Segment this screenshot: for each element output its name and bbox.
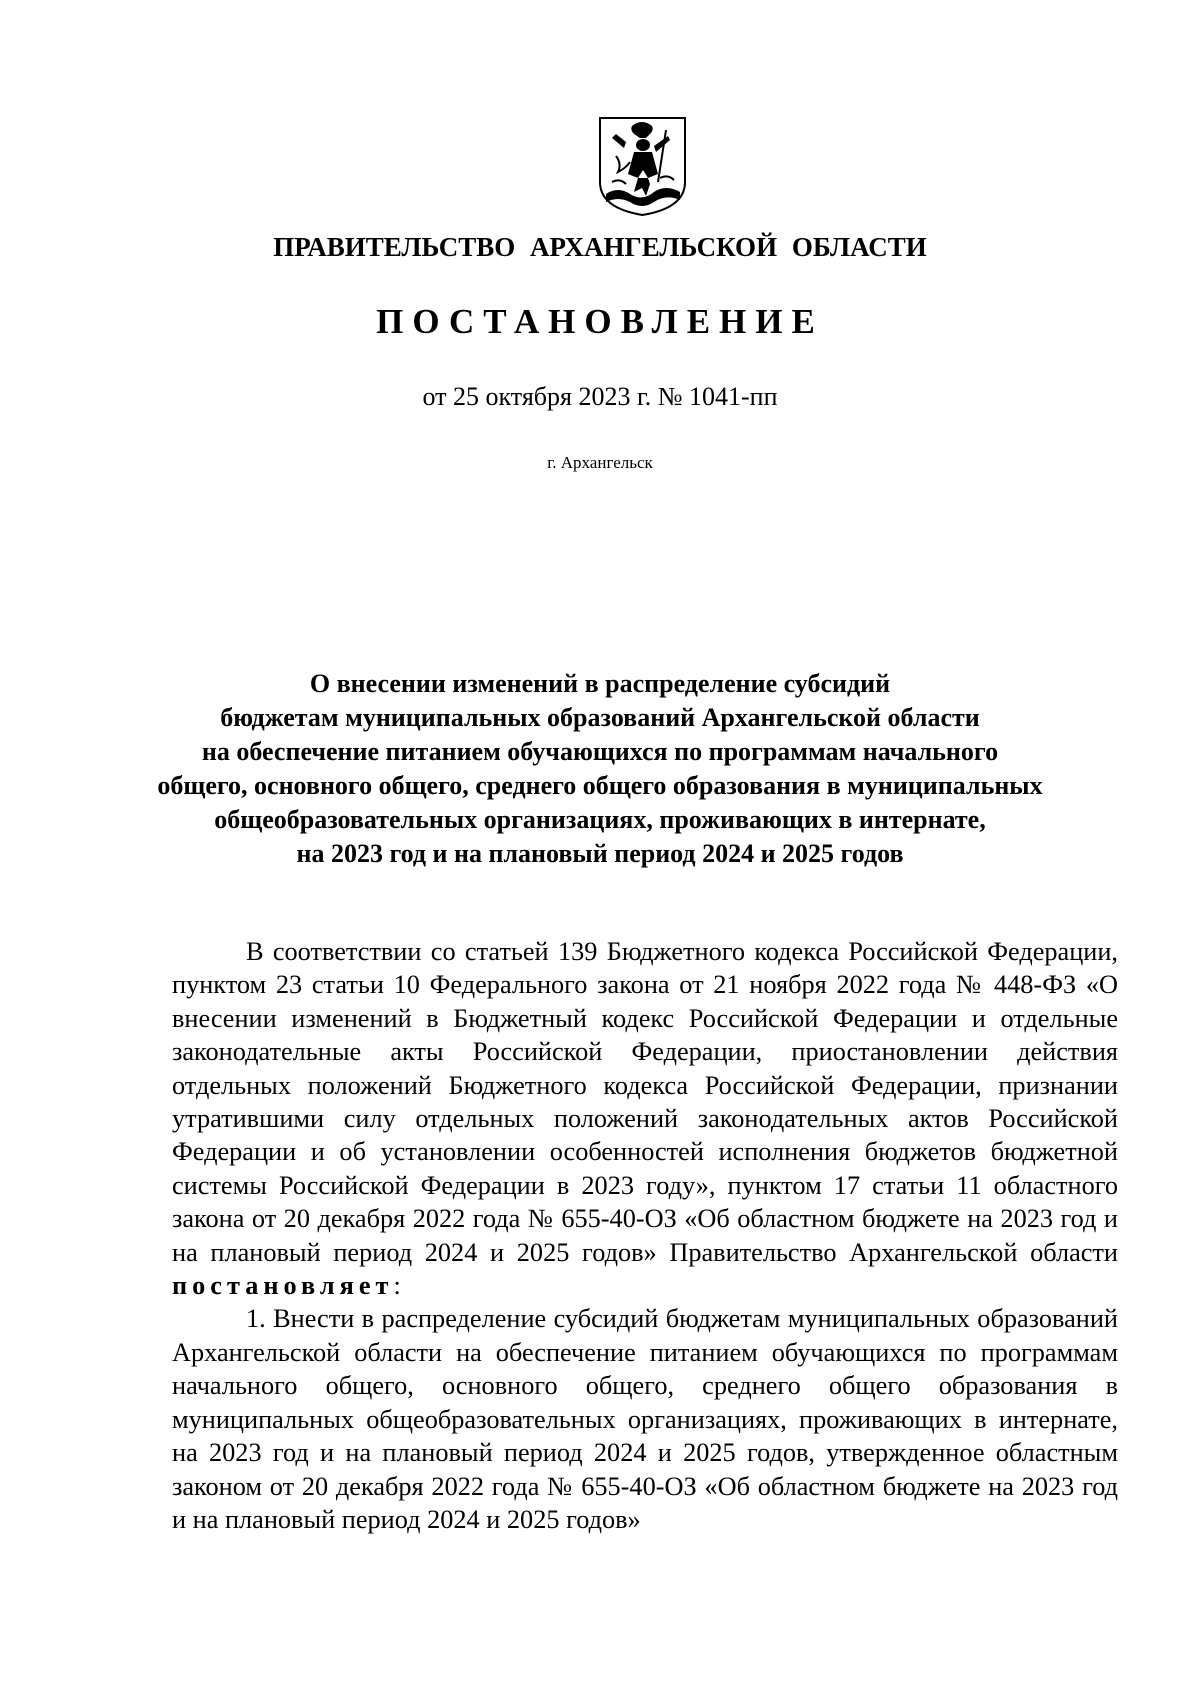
subject-line: на обеспечение питанием обучающихся по программам начального [201, 737, 999, 766]
subject-line: на 2023 год и на плановый период 2024 и 2025 годов [296, 839, 904, 868]
subject-line: бюджетам муниципальных образований Архангельской области [220, 703, 980, 732]
preamble-end: : [393, 1271, 401, 1301]
organization-title: ПРАВИТЕЛЬСТВО АРХАНГЕЛЬСКОЙ ОБЛАСТИ [273, 232, 927, 262]
subject-line: общеобразовательных организациях, проживающих в интернате, [214, 805, 986, 834]
document-body [172, 935, 1118, 1536]
document-date-number: от 25 октября 2023 г. № 1041-пп [422, 382, 778, 411]
clause-paragraph: 1. Внести в распределение субсидий бюджетам муниципальных образований Архангельской области на обеспечение питанием обучающихся по программам начального общего, основного общего, среднего общего образования в муниципальных общеобразовательных организациях, проживающих в интернате, на 2023 год и на плановый период 2024 и 2025 годов, утвержденное областным законом от 20 декабря 2022 года № 655-40-ОЗ «Об областном бюджете на 2023 год и на плановый период 2024 и 2025 годов» [172, 1304, 1118, 1534]
subject-line: общего, основного общего, среднего общего образования в муниципальных [157, 771, 1043, 800]
document-city: г. Архангельск [547, 453, 653, 472]
coat-of-arms-icon [596, 112, 689, 218]
document-subject [150, 667, 1050, 871]
subject-line: О внесении изменений в распределение субсидий [309, 669, 891, 698]
preamble-paragraph [172, 935, 1118, 1302]
decree-word: постановляет [172, 1271, 394, 1301]
document-type-heading: ПОСТАНОВЛЕНИЕ [376, 302, 824, 341]
preamble-text: В соответствии со статьей 139 Бюджетного кодекса Российской Федерации, пунктом 23 статьи 10 Федерального закона от 21 ноября 2022 года № 448-ФЗ «О внесении изменений в Бюджетный кодекс Российской Федерации и отдельные законодательные акты Российской Федерации, приостановлении действия отдельных положений Бюджетного кодекса Российской Федерации, признании утратившими силу отдельных положений законодательных актов Российской Федерации и об установлении особенностей исполнения бюджетов бюджетной системы Российской Федерации в 2023 году», пунктом 17 статьи 11 областного закона от 20 декабря 2022 года № 655-40-ОЗ «Об областном бюджете на 2023 год и на плановый период 2024 и 2025 годов» Правительство Архангельской области [172, 937, 1118, 1267]
